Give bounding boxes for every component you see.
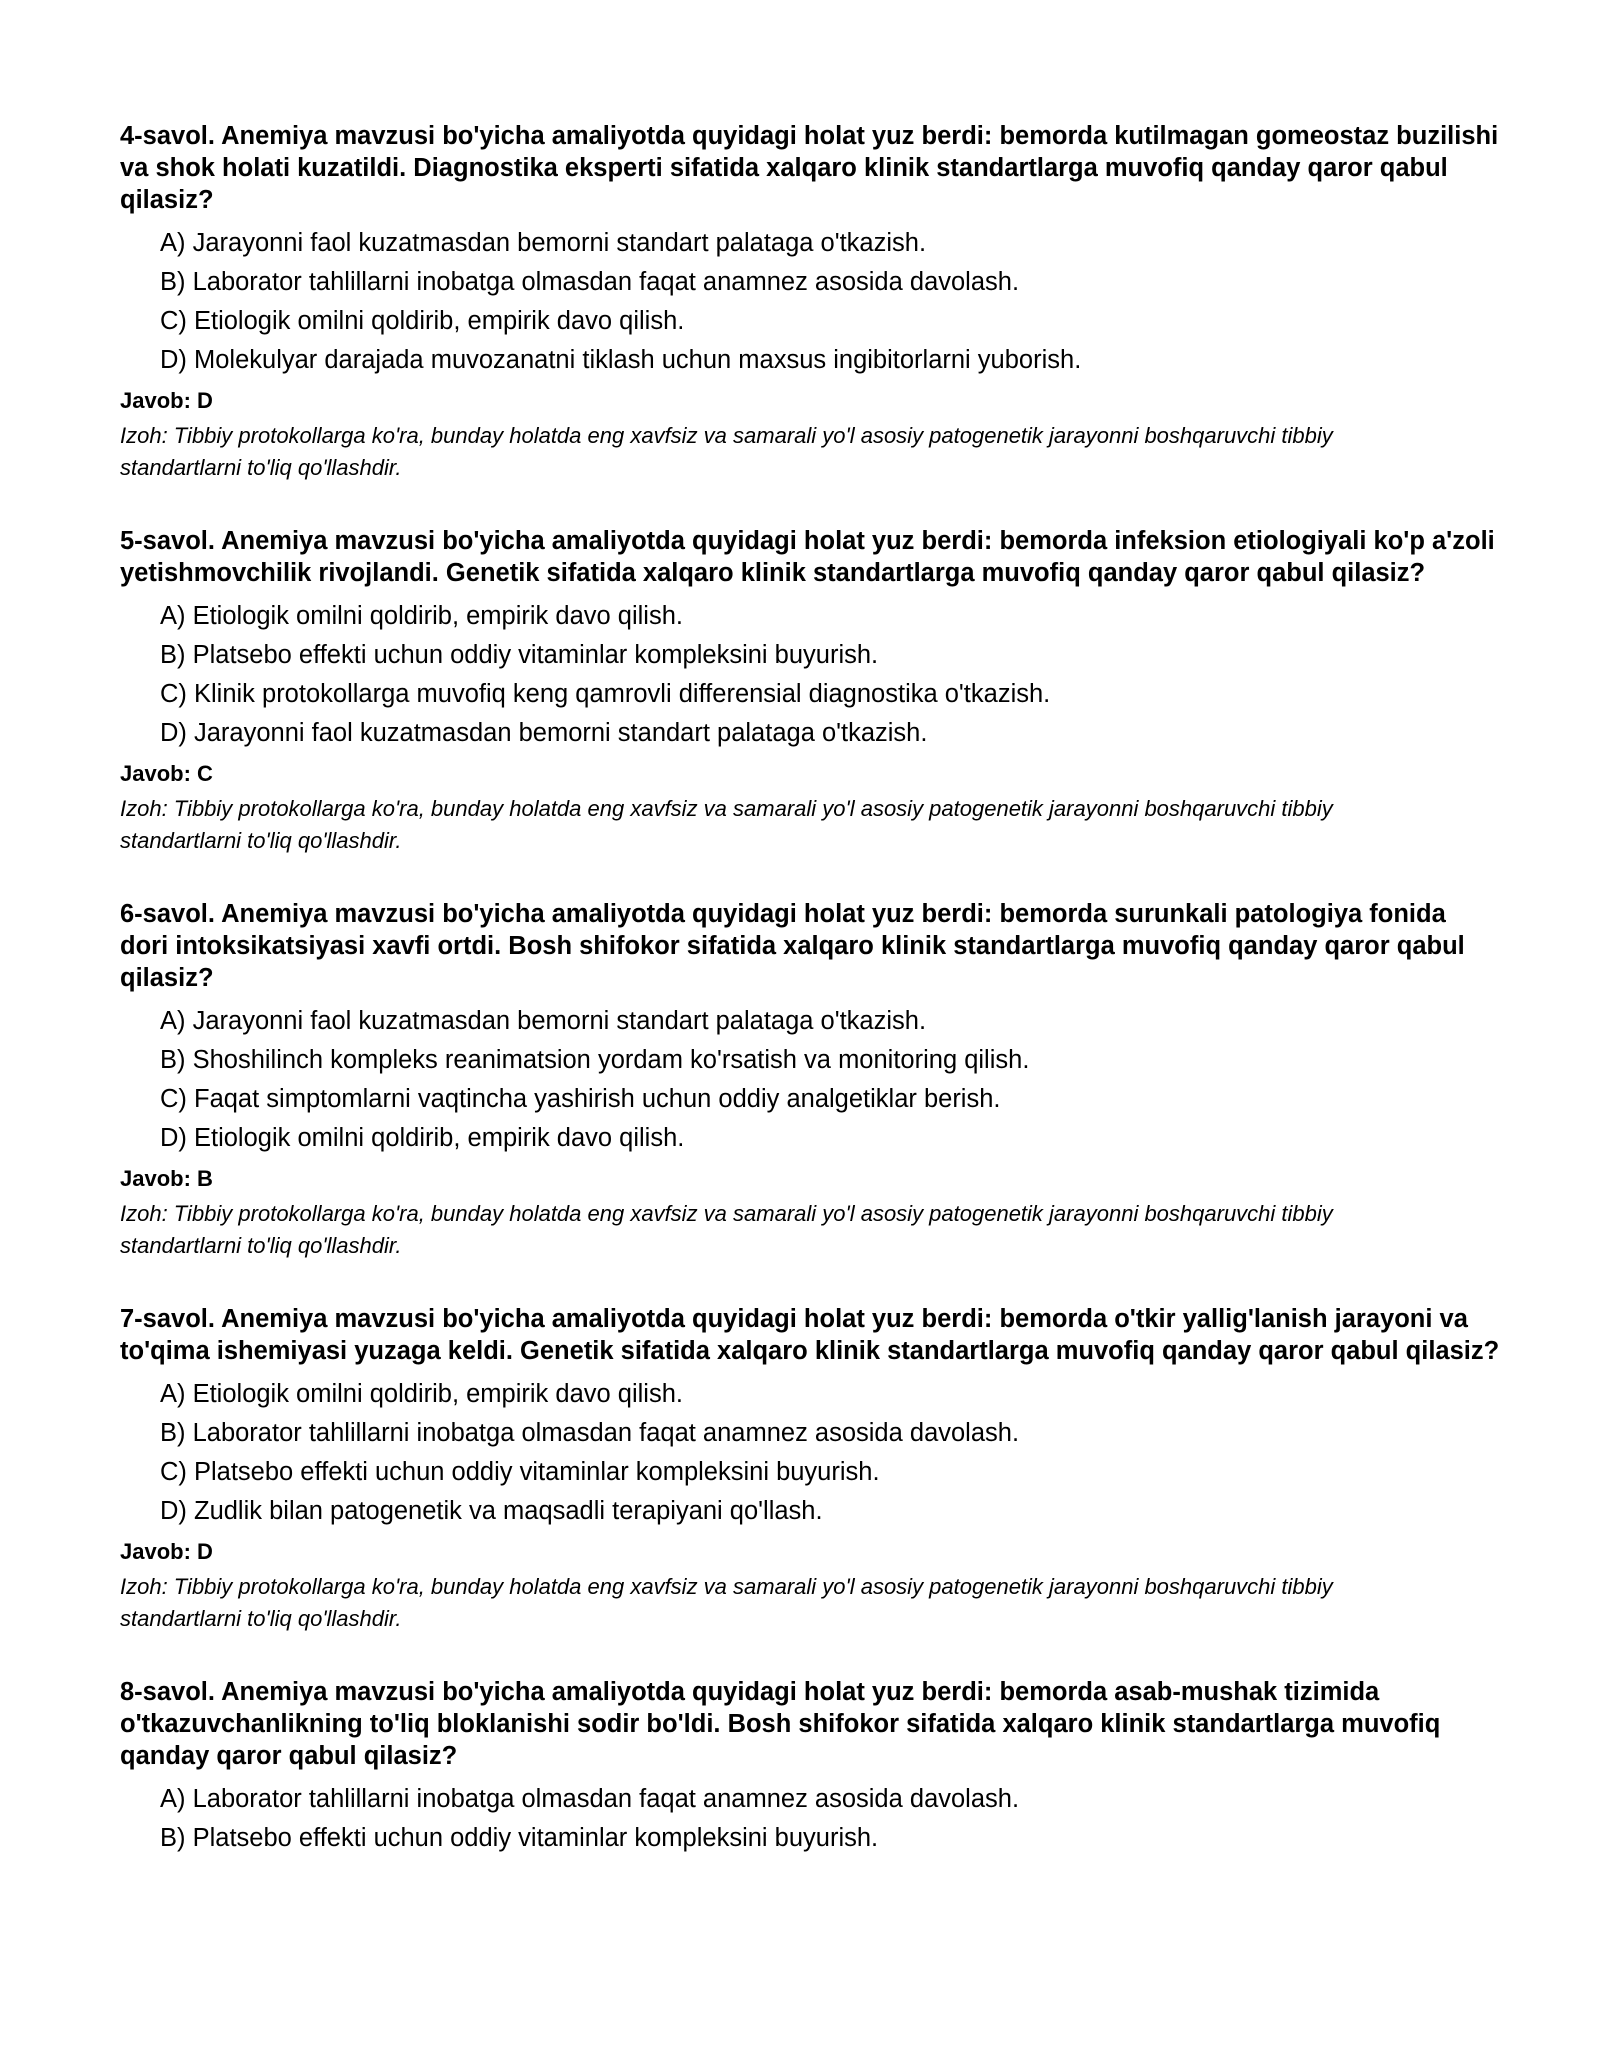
question-8: [120, 1676, 1500, 1858]
option-b: B) Laborator tahlillarni inobatga olmasdan faqat anamnez asosida davolash.: [160, 1419, 1020, 1447]
option-a: A) Etiologik omilni qoldirib, empirik davo qilish.: [160, 1380, 683, 1408]
options-list: [120, 224, 1500, 380]
question-6: [120, 898, 1500, 1262]
option-c: C) Platsebo effekti uchun oddiy vitaminlar kompleksini buyurish.: [160, 1458, 880, 1486]
option-a: A) Etiologik omilni qoldirib, empirik davo qilish.: [160, 602, 683, 630]
option-d: D) Molekulyar darajada muvozanatni tiklash uchun maxsus ingibitorlarni yuborish.: [160, 346, 1082, 374]
answer: Javob: D: [120, 1539, 213, 1564]
option-a: A) Laborator tahlillarni inobatga olmasdan faqat anamnez asosida davolash.: [160, 1785, 1020, 1813]
explanation: Izoh: Tibbiy protokollarga ko'ra, bunday holatda eng xavfsiz va samarali yo'l asosiy patogenetik jarayonni boshqaruvchi tibbiy standartlarni to'liq qo'llashdir.: [120, 1201, 1333, 1258]
option-d: D) Etiologik omilni qoldirib, empirik davo qilish.: [160, 1124, 685, 1152]
document-page: [120, 120, 1500, 1899]
options-list: [120, 597, 1500, 753]
option-a: A) Jarayonni faol kuzatmasdan bemorni standart palataga o'tkazish.: [160, 229, 927, 257]
explanation: Izoh: Tibbiy protokollarga ko'ra, bunday holatda eng xavfsiz va samarali yo'l asosiy patogenetik jarayonni boshqaruvchi tibbiy standartlarni to'liq qo'llashdir.: [120, 423, 1333, 480]
option-b: B) Laborator tahlillarni inobatga olmasdan faqat anamnez asosida davolash.: [160, 268, 1020, 296]
question-7: [120, 1303, 1500, 1635]
question-title: 6-savol. Anemiya mavzusi bo'yicha amaliyotda quyidagi holat yuz berdi: bemorda surunkali patologiya fonida dori intoksikatsiyasi xavfi ortdi. Bosh shifokor sifatida xalqaro klinik standartlarga muvofiq qanday qaror qabul qilasiz?: [120, 900, 1465, 992]
options-list: [120, 1780, 1500, 1858]
option-d: D) Zudlik bilan patogenetik va maqsadli terapiyani qo'llash.: [160, 1497, 823, 1525]
question-title: 7-savol. Anemiya mavzusi bo'yicha amaliyotda quyidagi holat yuz berdi: bemorda o'tkir yallig'lanish jarayoni va to'qima ishemiyasi yuzaga keldi. Genetik sifatida xalqaro klinik standartlarga muvofiq qanday qaror qabul qilasiz?: [120, 1305, 1500, 1365]
options-list: [120, 1375, 1500, 1531]
options-list: [120, 1002, 1500, 1158]
option-b: B) Platsebo effekti uchun oddiy vitaminlar kompleksini buyurish.: [160, 641, 879, 669]
question-title: 8-savol. Anemiya mavzusi bo'yicha amaliyotda quyidagi holat yuz berdi: bemorda asab-mushak tizimida o'tkazuvchanlikning to'liq bloklanishi sodir bo'ldi. Bosh shifokor sifatida xalqaro klinik standartlarga muvofiq qanday qaror qabul qilasiz?: [120, 1678, 1441, 1770]
question-5: [120, 525, 1500, 857]
answer: Javob: C: [120, 761, 213, 786]
option-c: C) Etiologik omilni qoldirib, empirik davo qilish.: [160, 307, 685, 335]
option-c: C) Klinik protokollarga muvofiq keng qamrovli differensial diagnostika o'tkazish.: [160, 680, 1051, 708]
explanation: Izoh: Tibbiy protokollarga ko'ra, bunday holatda eng xavfsiz va samarali yo'l asosiy patogenetik jarayonni boshqaruvchi tibbiy standartlarni to'liq qo'llashdir.: [120, 1574, 1333, 1631]
option-b: B) Shoshilinch kompleks reanimatsion yordam ko'rsatish va monitoring qilish.: [160, 1046, 1030, 1074]
explanation: Izoh: Tibbiy protokollarga ko'ra, bunday holatda eng xavfsiz va samarali yo'l asosiy patogenetik jarayonni boshqaruvchi tibbiy standartlarni to'liq qo'llashdir.: [120, 796, 1333, 853]
question-title: 5-savol. Anemiya mavzusi bo'yicha amaliyotda quyidagi holat yuz berdi: bemorda infeksion etiologiyali ko'p a'zoli yetishmovchilik rivojlandi. Genetik sifatida xalqaro klinik standartlarga muvofiq qanday qaror qabul qilasiz?: [120, 527, 1495, 587]
option-c: C) Faqat simptomlarni vaqtincha yashirish uchun oddiy analgetiklar berish.: [160, 1085, 1001, 1113]
option-a: A) Jarayonni faol kuzatmasdan bemorni standart palataga o'tkazish.: [160, 1007, 927, 1035]
question-4: [120, 120, 1500, 484]
option-b: B) Platsebo effekti uchun oddiy vitaminlar kompleksini buyurish.: [160, 1824, 879, 1852]
answer: Javob: D: [120, 388, 213, 413]
answer: Javob: B: [120, 1166, 213, 1191]
option-d: D) Jarayonni faol kuzatmasdan bemorni standart palataga o'tkazish.: [160, 719, 928, 747]
question-title: 4-savol. Anemiya mavzusi bo'yicha amaliyotda quyidagi holat yuz berdi: bemorda kutilmagan gomeostaz buzilishi va shok holati kuzatildi. Diagnostika eksperti sifatida xalqaro klinik standartlarga muvofiq qanday qaror qabul qilasiz?: [120, 122, 1499, 214]
